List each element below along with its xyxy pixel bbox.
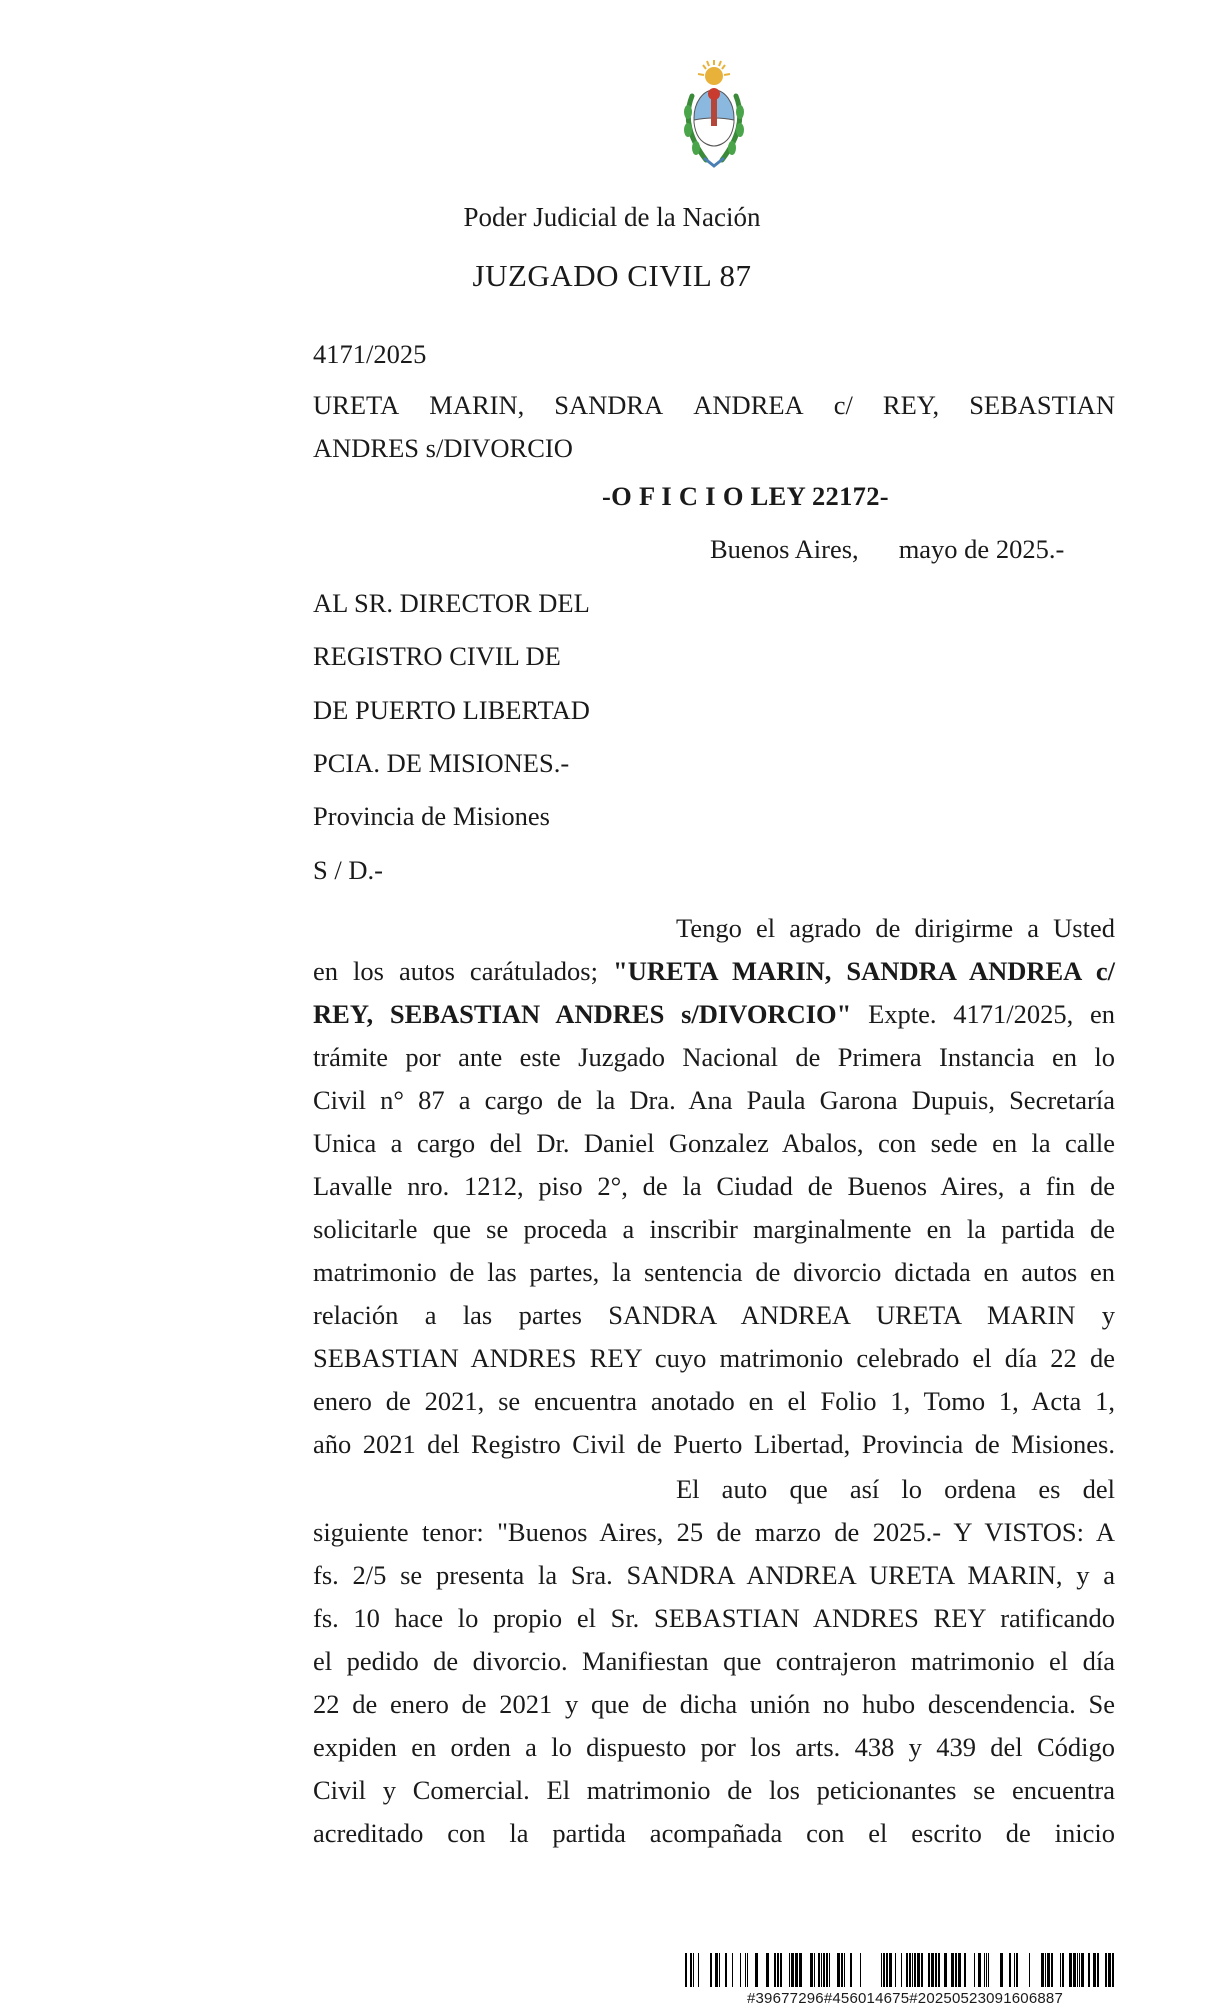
caption-word: ANDREA (693, 390, 804, 420)
oficio-date (710, 534, 1064, 565)
addressee-line: AL SR. DIRECTOR DEL (313, 588, 590, 618)
case-caption-line-2: ANDRES s/DIVORCIO (313, 433, 573, 463)
body-paragraph-1 (313, 907, 1115, 1466)
body-paragraph-2 (313, 1468, 1115, 1855)
body-line: Unica a cargo del Dr. Daniel Gonzalez Abalos, con sede en la calle (313, 1128, 1115, 1158)
caption-word: REY, (882, 390, 940, 420)
case-caption-bold: REY, SEBASTIAN ANDRES s/DIVORCIO" (313, 999, 852, 1029)
body-line: enero de 2021, se encuentra anotado en el Folio 1, Tomo 1, Acta 1, (313, 1386, 1115, 1416)
body-line: SEBASTIAN ANDRES REY cuyo matrimonio celebrado el día 22 de (313, 1343, 1115, 1373)
caption-word: MARIN, (429, 390, 525, 420)
body-line: fs. 10 hace lo propio el Sr. SEBASTIAN ANDRES REY ratificando (313, 1603, 1115, 1633)
case-caption-line-1 (313, 384, 1115, 427)
body-line: solicitarle que se proceda a inscribir marginalmente en la partida de (313, 1214, 1115, 1244)
date-month-year: mayo de 2025.- (898, 534, 1065, 564)
body-line: expiden en orden a lo dispuesto por los arts. 438 y 439 del Código (313, 1732, 1115, 1762)
body-line: siguiente tenor: "Buenos Aires, 25 de marzo de 2025.- Y VISTOS: A (313, 1517, 1115, 1547)
body-line: 22 de enero de 2021 y que de dicha unión no hubo descendencia. Se (313, 1689, 1115, 1719)
body-line: Civil y Comercial. El matrimonio de los peticionantes se encuentra (313, 1775, 1115, 1805)
date-city: Buenos Aires, (710, 534, 859, 564)
body-line: fs. 2/5 se presenta la Sra. SANDRA ANDREA URETA MARIN, y a (313, 1560, 1115, 1590)
case-number: 4171/2025 (313, 339, 427, 369)
sun-rays-icon (698, 60, 730, 85)
barcode-icon (685, 1953, 1125, 1987)
barcode-number: #39677296#456014675#20250523091606887 (746, 1990, 1064, 2007)
caption-word: URETA (313, 390, 400, 420)
caption-word: SANDRA (554, 390, 664, 420)
body-line: relación a las partes SANDRA ANDREA URETA MARIN y (313, 1300, 1115, 1330)
body-line: REY, SEBASTIAN ANDRES s/DIVORCIO" Expte. 4171/2025, en (313, 999, 1115, 1029)
caption-word: c/ (833, 390, 853, 420)
body-line: trámite por ante este Juzgado Nacional de Primera Instancia en lo (313, 1042, 1115, 1072)
oficio-title: -O F I C I O LEY 22172- (602, 481, 889, 511)
addressee-line: PCIA. DE MISIONES.- (313, 748, 570, 778)
body-line: Lavalle nro. 1212, piso 2°, de la Ciudad de Buenos Aires, a fin de (313, 1171, 1115, 1201)
addressee-line: DE PUERTO LIBERTAD (313, 695, 590, 725)
body-line: en los autos carátulados; "URETA MARIN, SANDRA ANDREA c/ (313, 956, 1115, 986)
body-line: Tengo el agrado de dirigirme a Usted (676, 913, 1115, 943)
body-line: año 2021 del Registro Civil de Puerto Libertad, Provincia de Misiones. (313, 1429, 1115, 1459)
juzgado-title: JUZGADO CIVIL 87 (472, 258, 752, 293)
case-caption-bold: "URETA MARIN, SANDRA ANDREA c/ (612, 956, 1115, 986)
body-line: matrimonio de las partes, la sentencia de divorcio dictada en autos en (313, 1257, 1115, 1287)
body-line: El auto que así lo ordena es del (676, 1474, 1115, 1504)
body-line: el pedido de divorcio. Manifiestan que contrajeron matrimonio el día (313, 1646, 1115, 1676)
case-caption (313, 384, 1115, 470)
addressee-line: Provincia de Misiones (313, 801, 550, 831)
body-line: Civil n° 87 a cargo de la Dra. Ana Paula Garona Dupuis, Secretaría (313, 1085, 1115, 1115)
addressee-salutation: S / D.- (313, 855, 383, 885)
coat-of-arms-emblem (676, 56, 752, 172)
court-name: Poder Judicial de la Nación (463, 202, 761, 232)
addressee-line: REGISTRO CIVIL DE (313, 641, 561, 671)
caption-word: SEBASTIAN (969, 390, 1115, 420)
body-line: acreditado con la partida acompañada con el escrito de inicio (313, 1818, 1115, 1848)
